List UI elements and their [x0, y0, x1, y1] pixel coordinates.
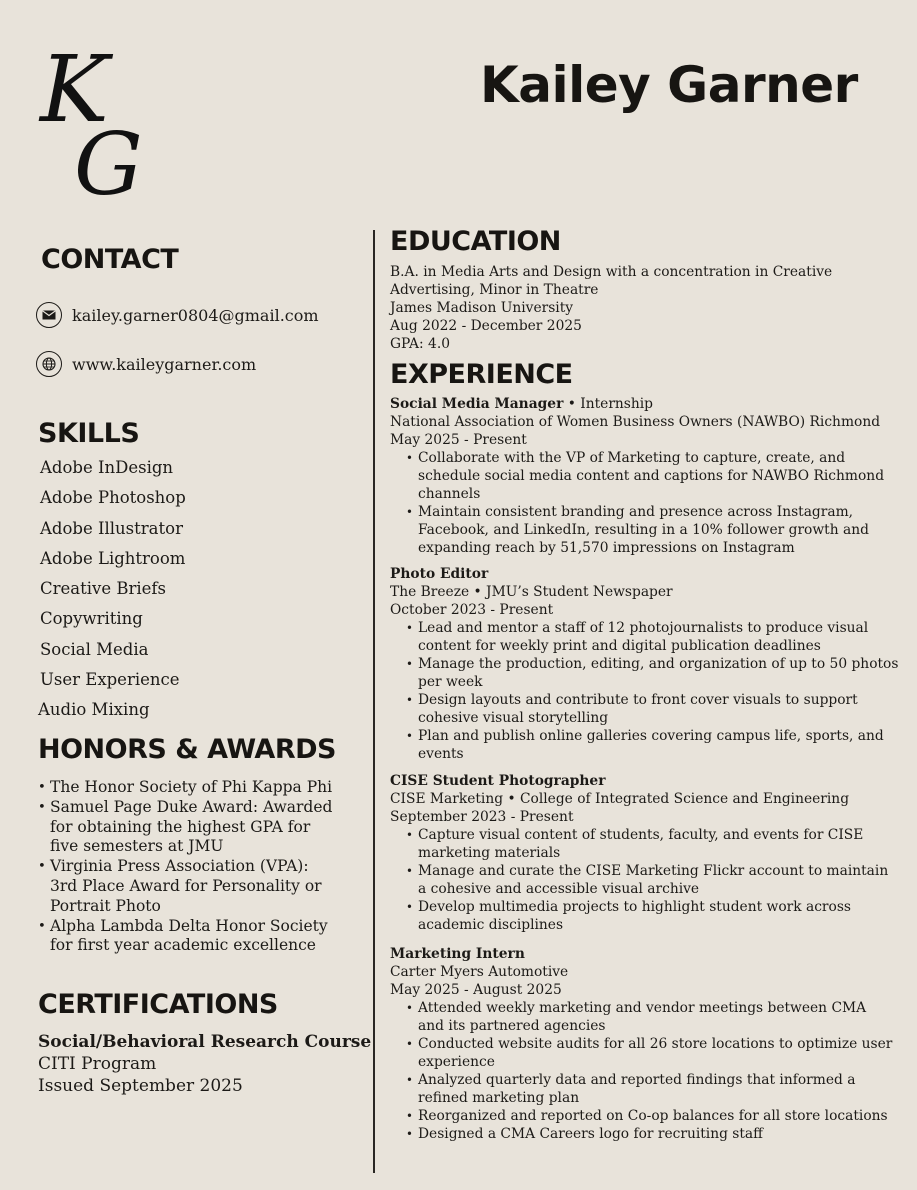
contact-website[interactable]	[36, 351, 256, 377]
job-bullet	[406, 449, 895, 503]
job-bullet-line: • Manage the production, editing, and organization of up to 50 photos	[418, 656, 899, 672]
job-bullet-line: • Designed a CMA Careers logo for recruiting staff	[418, 1126, 763, 1142]
job-organization: The Breeze • JMU’s Student Newspaper	[390, 584, 673, 600]
education-line: Advertising, Minor in Theatre	[390, 282, 599, 298]
skill-item: Adobe InDesign	[40, 458, 174, 477]
education-line: James Madison University	[390, 300, 574, 316]
certification-title: Social/Behavioral Research Course	[38, 1032, 372, 1052]
job-bullet	[406, 898, 895, 934]
job-title: Social Media Manager	[390, 396, 564, 412]
job-bullet	[406, 1071, 895, 1107]
job-title-line	[390, 772, 895, 790]
job-bullet	[406, 999, 895, 1035]
honor-item: • Alpha Lambda Delta Honor Society for first year academic excellence	[38, 917, 338, 957]
job-organization: National Association of Women Business Owners (NAWBO) Richmond	[390, 414, 881, 430]
job-bullet-line: • Conducted website audits for all 26 store locations to optimize user	[418, 1036, 893, 1052]
job-bullet	[406, 1125, 895, 1143]
honor-item: • Virginia Press Association (VPA): 3rd Place Award for Personality or Portrait Photo	[38, 857, 338, 916]
honors-list	[38, 778, 338, 956]
job-bullet-line: • Reorganized and reported on Co-op balances for all store locations	[418, 1108, 888, 1124]
education-block	[390, 263, 895, 353]
job-bullet	[406, 691, 895, 727]
job-bullet-line: cohesive visual storytelling	[418, 710, 609, 726]
resume-name: Kailey Garner	[480, 56, 858, 114]
job-bullet-line: • Analyzed quarterly data and reported findings that informed a	[418, 1072, 856, 1088]
job-title: Marketing Intern	[390, 946, 525, 962]
skill-item: Social Media	[40, 639, 149, 659]
certification-issued: Issued September 2025	[38, 1076, 243, 1096]
job-bullet-line: and its partnered agencies	[418, 1018, 606, 1034]
job-organization: Carter Myers Automotive	[390, 964, 569, 980]
skill-item: Copywriting	[40, 609, 143, 629]
job-organization: CISE Marketing • College of Integrated Science and Engineering	[390, 791, 850, 807]
job-dates: May 2025 - Present	[390, 432, 527, 448]
job-title: Photo Editor	[390, 566, 489, 582]
monogram-k: K	[40, 36, 109, 143]
job-bullet-line: • Collaborate with the VP of Marketing to capture, create, and	[418, 450, 846, 466]
column-divider	[373, 230, 375, 1173]
globe-icon	[36, 351, 62, 377]
job-bullet-line: experience	[418, 1054, 495, 1070]
job-bullet	[406, 826, 895, 862]
job-dates: September 2023 - Present	[390, 809, 574, 825]
job-bullet-line: per week	[418, 674, 483, 690]
job-bullets	[406, 999, 895, 1143]
job-entry	[390, 772, 895, 934]
honor-item: • The Honor Society of Phi Kappa Phi	[38, 778, 338, 798]
monogram-g: G	[74, 115, 143, 215]
job-entry	[390, 395, 895, 557]
job-bullet-line: schedule social media content and captions for NAWBO Richmond	[418, 468, 885, 484]
job-bullet-line: • Maintain consistent branding and presence across Instagram,	[418, 504, 854, 520]
job-bullets	[406, 449, 895, 557]
certifications-heading: CERTIFICATIONS	[38, 989, 278, 1020]
education-line: Aug 2022 - December 2025	[390, 318, 582, 334]
skill-item: User Experience	[40, 670, 180, 690]
job-entry	[390, 945, 895, 1143]
skill-item: Adobe Lightroom	[40, 548, 186, 568]
job-bullet-line: • Develop multimedia projects to highlight student work across	[418, 899, 851, 915]
job-dates: May 2025 - August 2025	[390, 982, 562, 998]
job-bullet-line: a cohesive and accessible visual archive	[418, 881, 700, 897]
job-title-line	[390, 945, 895, 963]
skill-item: Creative Briefs	[40, 579, 166, 599]
certification-org: CITI Program	[38, 1054, 157, 1074]
job-bullet-line: academic disciplines	[418, 917, 564, 933]
contact-heading: CONTACT	[41, 244, 179, 275]
job-bullet	[406, 619, 895, 655]
job-title: CISE Student Photographer	[390, 773, 606, 789]
job-bullet-line: channels	[418, 486, 481, 502]
job-title-line	[390, 565, 895, 583]
job-bullets	[406, 619, 899, 763]
job-bullet-line: • Attended weekly marketing and vendor meetings between CMA	[418, 1000, 867, 1016]
honors-heading: HONORS & AWARDS	[38, 734, 336, 765]
skill-item: Adobe Photoshop	[40, 488, 186, 508]
job-dates: October 2023 - Present	[390, 602, 554, 618]
envelope-icon	[36, 302, 62, 328]
job-bullet	[406, 655, 899, 691]
job-type: • Internship	[563, 396, 654, 412]
job-bullet-line: • Plan and publish online galleries covering campus life, sports, and	[418, 728, 884, 744]
job-bullet	[406, 1107, 895, 1125]
job-title-line	[390, 395, 895, 413]
job-bullet	[406, 862, 895, 898]
job-bullet-line: expanding reach by 51,570 impressions on Instagram	[418, 540, 795, 556]
job-bullet-line: • Lead and mentor a staff of 12 photojournalists to produce visual	[418, 620, 869, 636]
contact-email[interactable]	[36, 302, 319, 328]
job-bullet-line: events	[418, 746, 464, 762]
skill-item: Audio Mixing	[38, 700, 150, 720]
job-bullet-line: marketing materials	[418, 845, 561, 861]
education-heading: EDUCATION	[390, 226, 561, 257]
email-text[interactable]: kailey.garner0804@gmail.com	[72, 305, 319, 325]
job-bullet	[406, 503, 895, 557]
honor-item: • Samuel Page Duke Award: Awarded for obtaining the highest GPA for five semesters at JMU	[38, 798, 338, 857]
education-line: B.A. in Media Arts and Design with a concentration in Creative	[390, 264, 833, 280]
job-bullets	[406, 826, 895, 934]
skills-list	[40, 457, 186, 730]
education-line: GPA: 4.0	[390, 336, 450, 352]
job-bullet-line: • Capture visual content of students, faculty, and events for CISE	[418, 827, 864, 843]
skills-heading: SKILLS	[38, 418, 140, 449]
job-bullet	[406, 727, 895, 763]
skill-item: Adobe Illustrator	[40, 518, 183, 538]
job-bullet-line: • Design layouts and contribute to front cover visuals to support	[418, 692, 858, 708]
website-text[interactable]: www.kaileygarner.com	[72, 354, 257, 374]
experience-heading: EXPERIENCE	[390, 359, 573, 390]
job-bullet-line: content for weekly print and digital publication deadlines	[418, 638, 821, 654]
job-bullet-line: Facebook, and LinkedIn, resulting in a 10% follower growth and	[418, 522, 869, 538]
certification-entry	[38, 1031, 371, 1097]
job-bullet-line: • Manage and curate the CISE Marketing Flickr account to maintain	[418, 863, 889, 879]
job-bullet-line: refined marketing plan	[418, 1090, 580, 1106]
job-entry	[390, 565, 899, 763]
job-bullet	[406, 1035, 895, 1071]
